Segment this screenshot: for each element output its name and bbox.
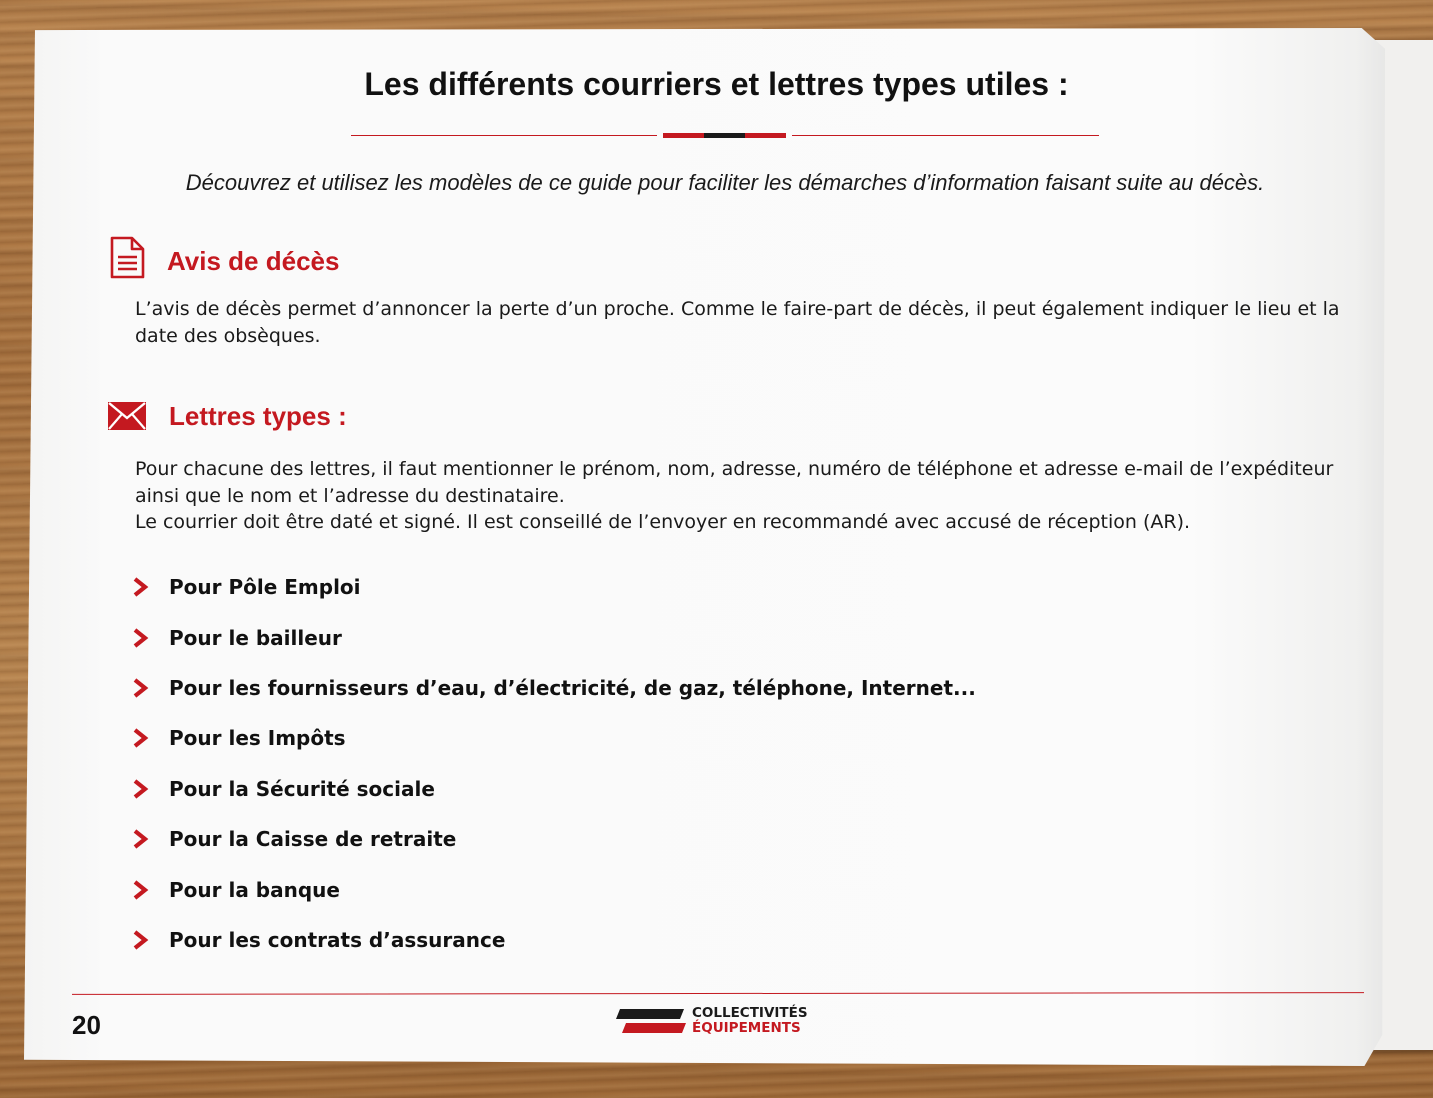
- lettres-paragraph-2: Le courrier doit être daté et signé. Il est conseillé de l’envoyer en recommandé avec accusé de réception (AR).: [135, 511, 1191, 533]
- brand-logo-mark-icon: [612, 1006, 686, 1036]
- list-item-label: Pour la Sécurité sociale: [169, 776, 435, 801]
- chevron-right-icon: [132, 628, 150, 648]
- list-item[interactable]: [132, 915, 976, 965]
- list-item-label: Pour les Impôts: [169, 726, 346, 751]
- list-item-label: Pour le bailleur: [169, 625, 342, 650]
- section-title-lettres: Lettres types :: [169, 401, 347, 431]
- title-divider-center: [663, 133, 786, 138]
- intro-text: Découvrez et utilisez les modèles de ce guide pour faciliter les démarches d’information faisant suite au décès.: [185, 170, 1265, 195]
- chevron-right-icon: [132, 829, 150, 849]
- section-text-avis: L’avis de décès permet d’annoncer la perte d’un proche. Comme le faire-part de décès, il peut également indiquer le lieu et la date des obsèques.: [135, 298, 1340, 347]
- brand-logo-line1: COLLECTIVITÉS: [692, 1005, 808, 1021]
- list-item[interactable]: [132, 814, 976, 864]
- brand-logo-line2: ÉQUIPEMENTS: [692, 1020, 801, 1036]
- list-item-label: Pour Pôle Emploi: [169, 575, 361, 600]
- list-item[interactable]: [132, 562, 976, 612]
- list-item[interactable]: [132, 612, 976, 662]
- list-item[interactable]: [132, 663, 976, 713]
- letter-template-list: [132, 562, 976, 965]
- chevron-right-icon: [132, 880, 150, 900]
- chevron-right-icon: [132, 930, 150, 950]
- list-item[interactable]: [132, 713, 976, 763]
- title-divider-right: [792, 135, 1099, 136]
- chevron-right-icon: [132, 577, 150, 597]
- title-divider-left: [351, 135, 657, 136]
- list-item[interactable]: [132, 864, 976, 914]
- chevron-right-icon: [132, 779, 150, 799]
- list-item[interactable]: [132, 764, 976, 814]
- envelope-icon: [108, 402, 146, 434]
- page-number: 20: [72, 1010, 101, 1040]
- page-title: Les différents courriers et lettres types utiles :: [364, 66, 1069, 102]
- chevron-right-icon: [132, 728, 150, 748]
- chevron-right-icon: [132, 678, 150, 698]
- document-icon: [108, 236, 146, 284]
- section-title-avis: Avis de décès: [167, 246, 340, 276]
- list-item-label: Pour la Caisse de retraite: [169, 827, 457, 852]
- brand-logo: [612, 1006, 808, 1036]
- list-item-label: Pour les fournisseurs d’eau, d’électricité, de gaz, téléphone, Internet...: [169, 675, 976, 700]
- section-text-lettres: [135, 456, 1340, 536]
- list-item-label: Pour la banque: [169, 877, 340, 902]
- lettres-paragraph-1: Pour chacune des lettres, il faut mentionner le prénom, nom, adresse, numéro de téléphone et adresse e-mail de l’expéditeur ainsi que le nom et l’adresse du destinataire.: [135, 458, 1334, 507]
- list-item-label: Pour les contrats d’assurance: [169, 927, 506, 952]
